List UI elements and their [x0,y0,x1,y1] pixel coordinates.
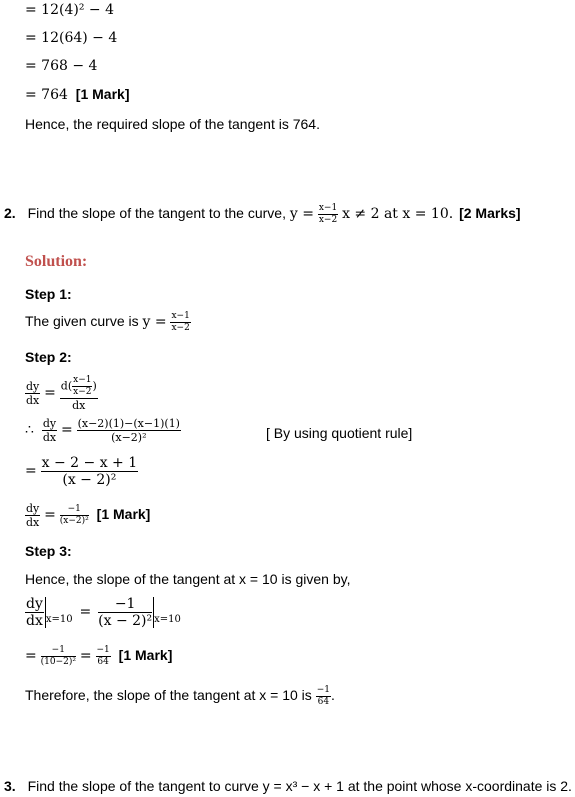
fraction-denominator: x−2 [171,323,190,333]
equals-sign: = [25,463,37,480]
evaluation-bar [25,597,46,628]
derivative-line-3 [25,456,138,487]
prev-line-1: = 12(4)² − 4 [25,2,114,18]
equals-sign: = [44,385,56,402]
given-curve-fraction [170,312,190,333]
final-answer: Therefore, the slope of the tangent at x = 10 is $\frac{-1}{64}$ . [25,685,335,707]
fraction-numerator: dy [42,417,57,430]
question-y-eq: y = [289,206,314,223]
question-text: Find the slope of the tangent to the curve, [27,205,290,222]
evaluation-subscript: x=10 [154,614,181,626]
equals-sign: = [79,648,92,665]
evaluation-line [25,597,181,628]
inner-fraction [72,376,92,397]
dy-dx-fraction [25,503,40,528]
fraction-denominator: x−2 [73,387,92,397]
fraction-numerator: x−1 [318,203,338,213]
fraction-numerator: −1 [98,597,152,613]
fraction-numerator: x−1 [171,311,190,321]
fraction-numerator: dy [26,596,43,612]
given-curve [25,312,191,333]
prev-line-3: = 768 − 4 [25,58,98,74]
derivative-line-4 [25,503,150,528]
prev-line-4 [25,86,129,103]
therefore-symbol: ∴ [25,422,34,439]
fraction-denominator: 64 [97,657,109,667]
final-answer-text: Therefore, the slope of the tangent at x = 10 is [25,687,316,704]
fraction-denominator: dx [26,516,40,529]
final-fraction [96,646,111,667]
prev-conclusion: Hence, the required slope of the tangent is 764. [25,116,320,132]
fraction-denominator: (x−2)² [59,516,89,526]
question-2 [4,204,521,225]
fraction-numerator: −1 [96,645,110,655]
fraction-denominator: x−2 [318,215,338,225]
dy-dx-fraction [42,418,57,443]
fraction-numerator: −1 [41,646,76,657]
prev-line-2: = 12(64) − 4 [25,30,118,46]
fraction-denominator: (10−2)² [40,657,76,667]
final-answer-fraction [316,686,331,707]
substituted-fraction [41,646,76,667]
fraction-denominator: (x − 2)² [98,613,153,629]
solution-heading: Solution: [25,253,88,270]
equals-sign: = [25,648,37,665]
equals-sign: = [44,507,56,524]
equals-sign: = [79,604,92,621]
mark-label: [1 Mark] [96,506,151,523]
fraction-denominator: 64 [317,697,330,707]
evaluation-subscript: x=10 [45,614,73,626]
fraction-denominator: dx [26,394,40,407]
fraction-numerator: x−1 [73,375,92,385]
fraction-numerator: (x−2)(1)−(x−1)(1) [77,417,180,430]
d-of-fraction [60,376,98,411]
dy-dx-fraction [25,597,44,628]
fraction-numerator: dy [26,380,40,393]
question-3 [4,778,572,794]
step-3-heading: Step 3: [25,543,72,559]
given-curve-text: The given curve is [25,313,143,330]
given-curve-y: y = [142,314,167,331]
simplified-fraction [41,456,139,487]
fraction-numerator: d( $\frac{x-1}{x-2}$ ) [60,375,97,397]
dy-dx-fraction [25,381,40,406]
step-1-heading: Step 1: [25,286,72,302]
derivative-line-1 [25,376,98,411]
fraction-numerator: dy [26,502,40,515]
question-marks: [2 Marks] [459,205,521,222]
fraction-denominator: (x − 2)² [62,472,117,488]
fraction-numerator: −1 [60,505,89,516]
step-2-heading: Step 2: [25,349,72,365]
substitution-line [25,646,172,667]
eval-fraction [98,597,152,628]
fraction-denominator: (x−2)² [111,431,147,444]
mark-label: [1 Mark] [118,647,173,664]
fraction-denominator: dx [72,399,86,412]
question-text: Find the slope of the tangent to curve y = x³ − x + 1 at the point whose x-coordinate is 2. [27,778,572,794]
question-condition: x ≠ 2 at x = 10. [342,206,454,223]
derivative-line-2 [25,418,181,443]
fraction-numerator: −1 [316,685,330,695]
question-number: 3. [4,778,16,794]
question-number: 2. [4,205,16,222]
mark-label: [1 Mark] [75,86,130,102]
question-fraction [318,204,338,225]
prev-line-4-value: = 764 [25,87,68,103]
fraction-numerator: x − 2 − x + 1 [41,455,138,471]
fraction-denominator: dx [26,613,43,629]
step-3-text: Hence, the slope of the tangent at x = 10 is given by, [25,571,351,587]
evaluation-bar [98,597,154,628]
quotient-rule-note: [ By using quotient rule] [266,425,413,441]
fraction-denominator: dx [42,431,57,444]
quotient-fraction [77,418,181,443]
result-fraction [60,505,89,526]
equals-sign: = [60,422,73,439]
